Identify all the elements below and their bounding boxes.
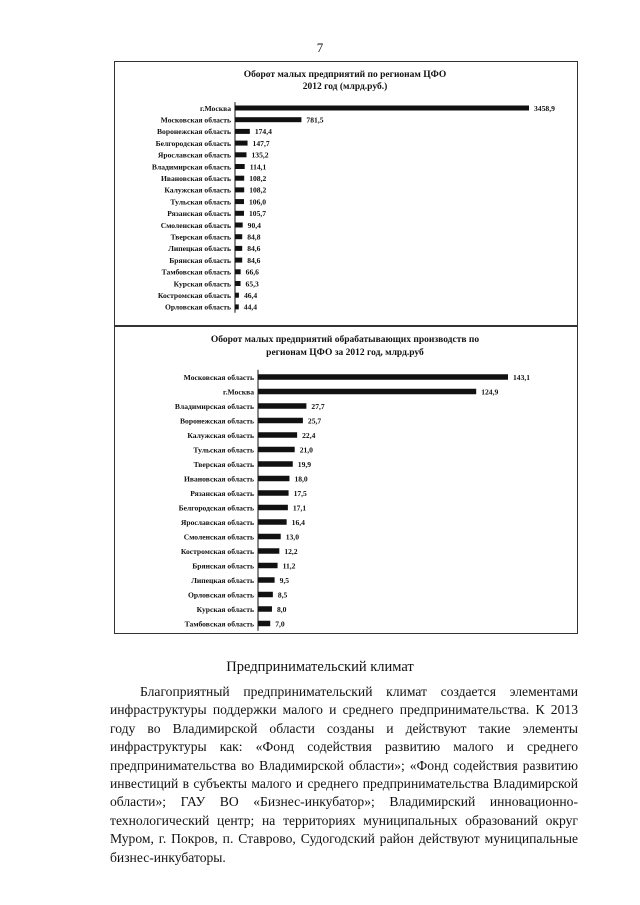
- category-label: Костромская область: [180, 546, 254, 556]
- category-label: Курская область: [196, 604, 254, 614]
- bar: [258, 563, 278, 569]
- bar: [235, 187, 244, 192]
- bar: [235, 211, 244, 216]
- bar: [235, 258, 242, 263]
- category-label: Орловская область: [164, 302, 231, 312]
- value-label: 7,0: [275, 619, 285, 629]
- value-label: 8,5: [277, 590, 288, 600]
- chart-turnover-manufacturing: [114, 326, 578, 634]
- value-label: 108,2: [249, 185, 267, 195]
- bar: [258, 432, 297, 438]
- value-label: 13,0: [285, 532, 300, 542]
- value-label: 3458,9: [534, 103, 555, 113]
- bar: [258, 374, 508, 380]
- value-label: 11,2: [282, 561, 296, 571]
- bar: [258, 534, 281, 540]
- category-label: Воронежская область: [156, 127, 231, 137]
- chart-2-svg: [115, 327, 579, 635]
- value-label: 124,9: [481, 387, 499, 397]
- value-label: 21,0: [299, 445, 313, 455]
- category-label: Рязанская область: [167, 209, 231, 219]
- bar: [235, 199, 244, 204]
- value-label: 25,7: [307, 416, 322, 426]
- bar: [235, 246, 242, 251]
- category-label: Рязанская область: [190, 488, 254, 498]
- bar: [235, 106, 529, 111]
- bar: [235, 223, 243, 228]
- bar: [235, 164, 245, 169]
- value-label: 90,4: [247, 220, 261, 230]
- bar: [258, 505, 288, 511]
- bar: [258, 621, 270, 627]
- bar: [258, 476, 289, 482]
- category-label: Курская область: [173, 279, 231, 289]
- bar: [258, 592, 273, 598]
- bar: [258, 447, 295, 453]
- bar: [258, 403, 306, 409]
- category-label: Белгородская область: [178, 503, 254, 513]
- value-label: 174,4: [254, 127, 272, 137]
- bar: [258, 418, 303, 424]
- chart-title: Оборот малых предприятий обрабатывающих производств по: [210, 335, 480, 345]
- category-label: Московская область: [160, 115, 231, 125]
- category-label: Белгородская область: [155, 138, 231, 148]
- bar: [235, 293, 239, 298]
- category-label: Тамбовская область: [161, 267, 231, 277]
- bar: [235, 129, 250, 134]
- category-label: Владимирская область: [151, 162, 231, 172]
- value-label: 12,2: [284, 546, 298, 556]
- category-label: Смоленская область: [160, 220, 231, 230]
- category-label: Тульская область: [193, 445, 254, 455]
- category-label: Брянская область: [169, 255, 231, 265]
- value-label: 46,4: [243, 291, 258, 300]
- category-label: Ярославская область: [180, 517, 254, 527]
- value-label: 147,7: [252, 138, 270, 148]
- category-label: Смоленская область: [183, 532, 254, 542]
- category-label: Ивановская область: [161, 174, 231, 183]
- page-number: 7: [316, 40, 324, 55]
- category-label: Тверская область: [193, 459, 254, 469]
- bar: [258, 461, 293, 467]
- body-text: [110, 683, 578, 867]
- value-label: 8,0: [276, 604, 287, 614]
- category-label: Тамбовская область: [184, 619, 254, 629]
- bar: [235, 176, 244, 181]
- value-label: 84,6: [247, 255, 261, 265]
- bar: [235, 152, 246, 157]
- bar: [235, 141, 248, 146]
- value-label: 18,0: [294, 474, 308, 484]
- value-label: 84,8: [247, 232, 261, 242]
- bar: [258, 490, 289, 496]
- body-paragraph: Благоприятный предпринимательский климат создается элементами инфраструктуры поддержки малого и среднего предпринимательства. К 2013 году во Владимирской области созданы и действуют такие элементы инфраструктуры как: «Фонд содействия развитию малого и среднего предпринимательства во Владимирской области»; «Фонд содействия развитию инвестиций в субъекты малого и среднего предпринимательства Владимирской области»; ГАУ ВО «Бизнес-инкубатор»; Владимирский инновационно-технологический центр; на территориях муниципальных образований округ Муром, г. Покров, п. Ставрово, Судогодский район действуют муниципальные бизнес-инкубаторы.: [110, 684, 578, 865]
- value-label: 84,6: [247, 244, 261, 254]
- category-label: Костромская область: [157, 291, 231, 300]
- bar: [235, 117, 301, 122]
- value-label: 17,5: [293, 488, 307, 498]
- bar: [258, 606, 272, 612]
- bar: [235, 234, 242, 239]
- category-label: Воронежская область: [179, 416, 254, 426]
- category-label: Тульская область: [170, 197, 231, 207]
- chart-1-svg: [115, 62, 579, 327]
- category-label: Тверская область: [170, 232, 231, 242]
- category-label: Калужская область: [187, 430, 254, 440]
- category-label: Липецкая область: [168, 244, 231, 254]
- category-label: Калужская область: [164, 185, 231, 195]
- category-label: Ярославская область: [157, 150, 231, 160]
- bar: [258, 389, 476, 395]
- category-label: Владимирская область: [174, 401, 254, 411]
- chart-subtitle: 2012 год (млрд.руб.): [302, 82, 388, 92]
- chart-subtitle: регионам ЦФО за 2012 год, млрд.руб: [266, 348, 424, 358]
- value-label: 66,6: [245, 267, 259, 277]
- value-label: 19,9: [297, 459, 312, 469]
- bar: [258, 577, 275, 583]
- value-label: 17,1: [292, 503, 307, 513]
- value-label: 9,5: [279, 575, 290, 585]
- value-label: 135,2: [251, 150, 269, 160]
- category-label: Липецкая область: [191, 575, 254, 585]
- bar: [258, 519, 287, 525]
- value-label: 44,4: [243, 302, 258, 312]
- category-label: Брянская область: [192, 561, 254, 571]
- chart-turnover-small-enterprises: [114, 61, 578, 326]
- value-label: 114,1: [249, 162, 267, 172]
- value-label: 143,1: [513, 372, 531, 382]
- bar: [235, 304, 239, 309]
- bar: [235, 281, 241, 286]
- category-label: г.Москва: [223, 387, 254, 397]
- value-label: 106,0: [249, 197, 267, 207]
- category-label: Московская область: [183, 372, 254, 382]
- value-label: 781,5: [306, 115, 324, 125]
- bar: [258, 548, 279, 554]
- value-label: 65,3: [245, 279, 259, 289]
- value-label: 105,7: [248, 209, 267, 219]
- value-label: 22,4: [302, 430, 316, 440]
- category-label: Орловская область: [187, 590, 254, 600]
- value-label: 27,7: [311, 401, 325, 411]
- value-label: 16,4: [291, 517, 305, 527]
- value-label: 108,2: [249, 174, 267, 183]
- bar: [235, 269, 241, 274]
- chart-title: Оборот малых предприятий по регионам ЦФО: [243, 70, 447, 80]
- section-title: Предпринимательский климат: [226, 659, 414, 675]
- category-label: г.Москва: [200, 103, 231, 113]
- category-label: Ивановская область: [184, 474, 254, 484]
